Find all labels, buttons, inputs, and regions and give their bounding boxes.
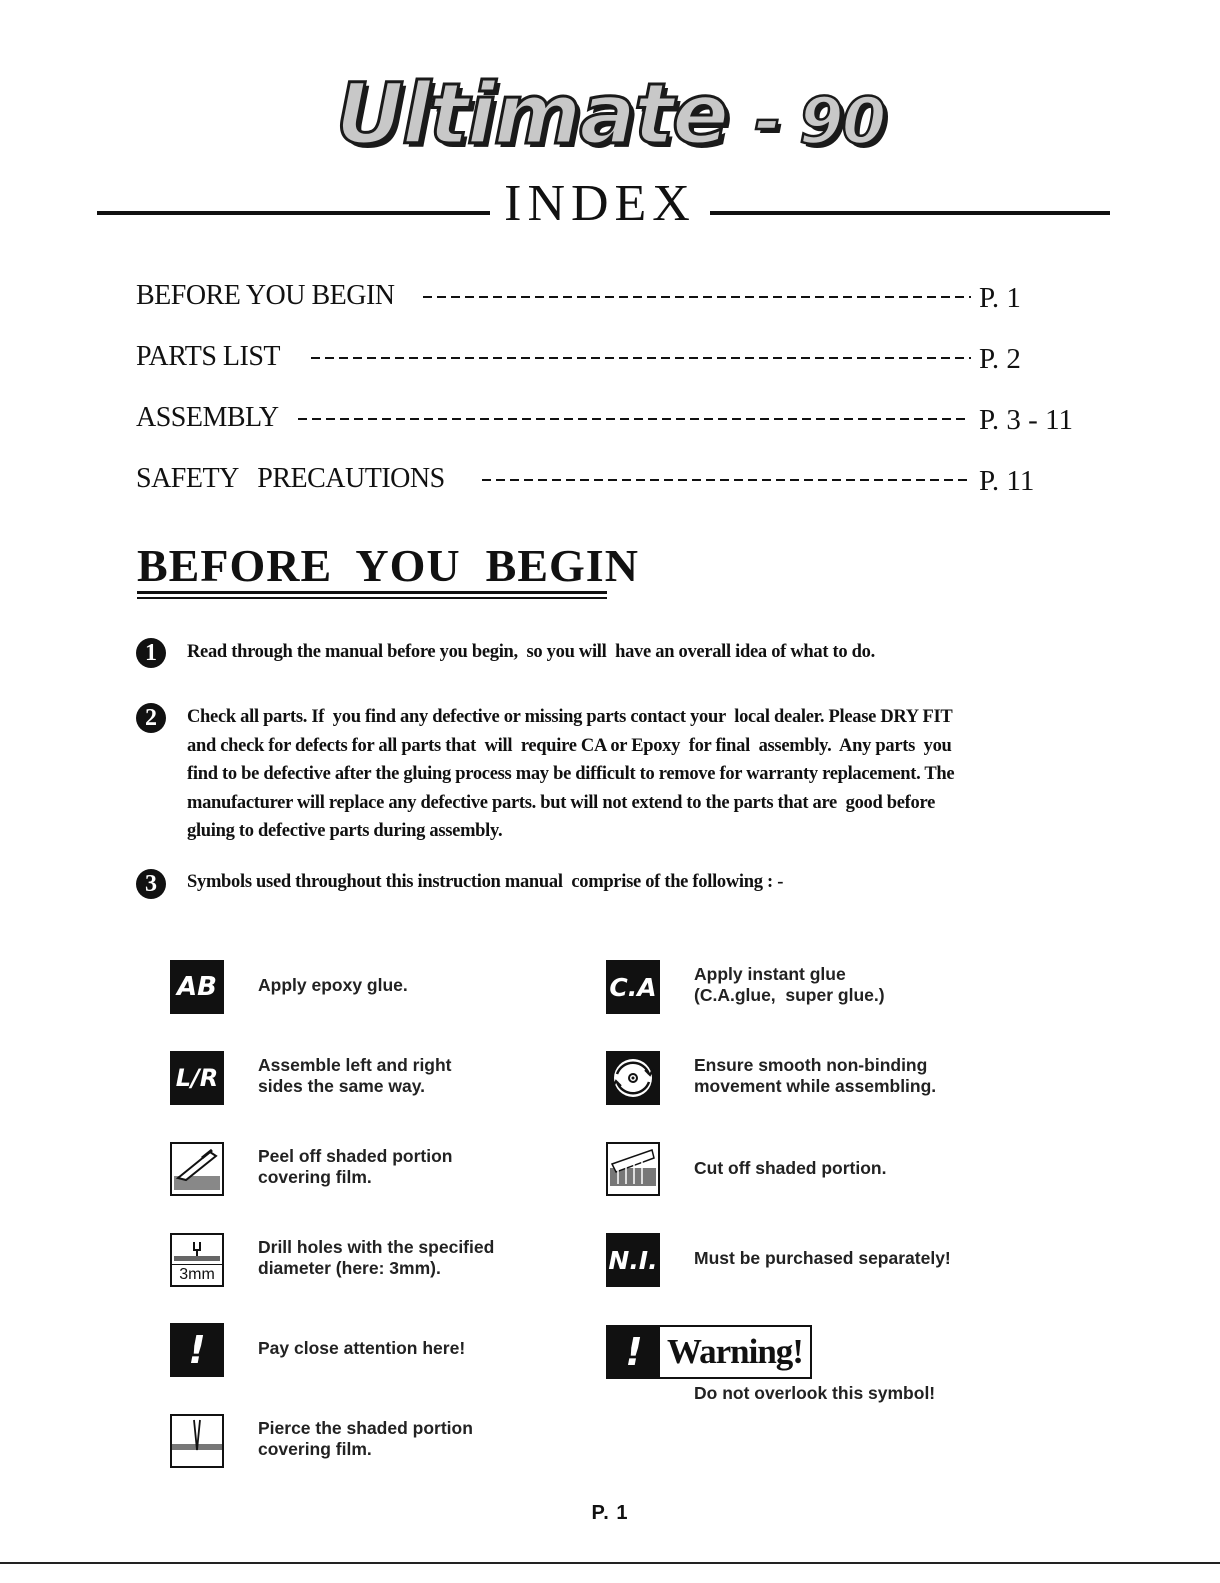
symbol-description (258, 975, 408, 996)
manual-title (0, 65, 1220, 163)
warning-icon: ! (608, 1327, 660, 1377)
instant-glue-ca-icon: C.A (606, 960, 660, 1014)
toc-leader-dots (482, 469, 968, 489)
step-line: gluing to defective parts during assembly. (187, 821, 503, 841)
step-number-1: 1 (136, 638, 166, 668)
symbol-description (258, 1146, 452, 1188)
rotation-graphic (609, 1054, 657, 1102)
step-line: find to be defective after the gluing process may be difficult to remove for warranty replacement. The (187, 764, 955, 784)
toc-page: P. 1 (979, 282, 1021, 314)
step-line: and check for defects for all parts that will require CA or Epoxy for final assembly. Any parts you (187, 735, 952, 756)
step-text-3: Symbols used throughout this instruction manual comprise of the following : - (187, 872, 784, 892)
symbol-line: Cut off shaded portion. (694, 1158, 887, 1178)
toc-page: P. 11 (979, 465, 1035, 497)
title-suffix: - 90 (754, 85, 885, 159)
toc-page: P. 2 (979, 343, 1021, 375)
symbol-line: covering film. (258, 1439, 372, 1459)
symbol-line: Pierce the shaded portion (258, 1418, 473, 1438)
step-line: manufacturer will replace any defective parts. but will not extend to the parts that are good before (187, 792, 935, 813)
symbol-line: Drill holes with the specified (258, 1237, 495, 1257)
symbol-line: covering film. (258, 1167, 372, 1187)
symbol-line: diameter (here: 3mm). (258, 1258, 441, 1278)
symbol-line: Pay close attention here! (258, 1338, 466, 1358)
page-number: P. 1 (591, 1502, 629, 1524)
title-main: Ultimate (335, 65, 728, 163)
symbol-description (694, 1383, 935, 1404)
symbol-line: Must be purchased separately! (694, 1248, 951, 1268)
step-number-2: 2 (136, 703, 166, 733)
step-text-2 (187, 703, 1057, 846)
symbol-line: sides the same way. (258, 1076, 425, 1096)
step-line: Check all parts. If you find any defective or missing parts contact your local dealer. Please DRY FIT (187, 707, 953, 727)
toc-leader-dots (423, 286, 971, 306)
bottom-rule (0, 1562, 1220, 1564)
toc-label: ASSEMBLY (136, 402, 279, 433)
symbol-line: (C.A.glue, super glue.) (694, 985, 885, 1005)
symbol-description (258, 1418, 473, 1460)
drill-graphic (172, 1242, 222, 1264)
section-underline (137, 591, 607, 594)
cut-off-icon (606, 1142, 660, 1196)
index-heading: INDEX (504, 175, 696, 232)
step-number-3: 3 (136, 869, 166, 899)
symbol-description (694, 1158, 886, 1179)
symbol-line: Do not overlook this symbol! (694, 1383, 936, 1403)
index-rule-left (97, 211, 490, 215)
toc-leader-dots (311, 347, 971, 367)
symbol-line: Assemble left and right (258, 1055, 452, 1075)
pierce-film-icon (170, 1414, 224, 1468)
symbol-line: Peel off shaded portion (258, 1146, 453, 1166)
index-rule-right (710, 211, 1110, 215)
toc-label: BEFORE YOU BEGIN (136, 280, 395, 311)
warning-badge (606, 1325, 812, 1379)
step-text-1: Read through the manual before you begin, so you will have an overall idea of what to do. (187, 642, 875, 662)
symbol-line: Apply instant glue (694, 964, 846, 984)
pierce-film-graphic (172, 1416, 222, 1466)
symbol-line: Ensure smooth non-binding (694, 1055, 928, 1075)
peel-film-icon (170, 1142, 224, 1196)
toc-label: SAFETY PRECAUTIONS (136, 463, 445, 494)
symbol-description (258, 1055, 452, 1097)
section-title: BEFORE YOU BEGIN (137, 540, 639, 591)
toc-leader-dots (298, 408, 968, 428)
symbol-description (694, 1248, 951, 1269)
symbol-line: movement while assembling. (694, 1076, 937, 1096)
symbol-description (694, 1055, 936, 1097)
symbol-description (694, 964, 885, 1006)
cut-off-graphic (608, 1144, 658, 1194)
peel-film-graphic (172, 1144, 222, 1194)
rotation-icon (606, 1051, 660, 1105)
toc-label: PARTS LIST (136, 341, 280, 372)
warning-label: Warning! (667, 1332, 803, 1371)
attention-icon: ! (170, 1323, 224, 1377)
drill-size-label: 3mm (172, 1264, 222, 1285)
epoxy-ab-icon: AB (170, 960, 224, 1014)
left-right-icon: L/R (170, 1051, 224, 1105)
toc-page: P. 3 - 11 (979, 404, 1073, 436)
symbol-line: Apply epoxy glue. (258, 975, 408, 995)
section-underline-double (137, 597, 607, 599)
symbol-description (258, 1237, 494, 1279)
not-included-icon: N.I. (606, 1233, 660, 1287)
drill-icon (170, 1233, 224, 1287)
symbol-description (258, 1338, 465, 1359)
